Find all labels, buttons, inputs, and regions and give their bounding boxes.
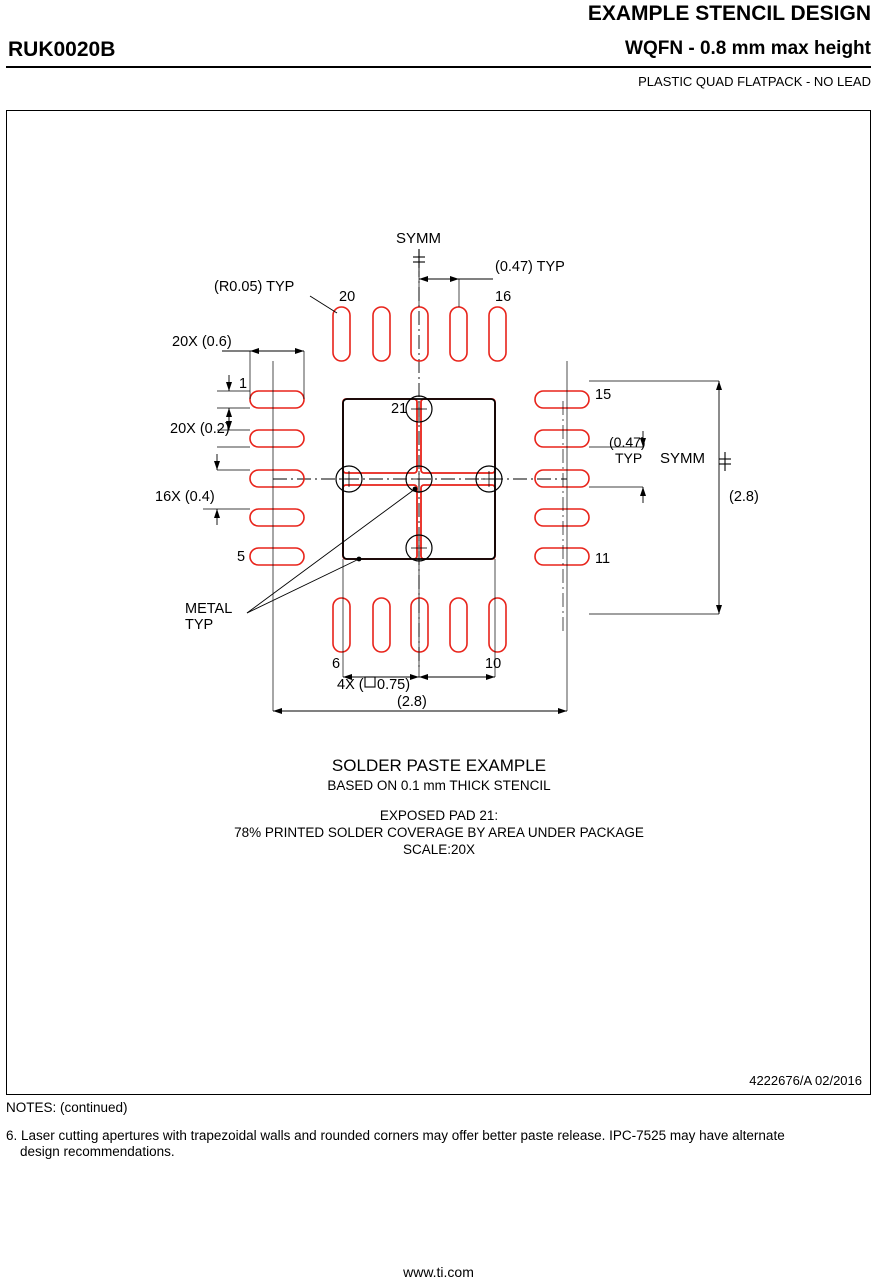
label-28-right: (2.8) [729, 489, 759, 505]
footer-url: www.ti.com [403, 1264, 474, 1280]
paste-pad-2 [250, 430, 304, 447]
label-pin-16: 16 [495, 289, 512, 305]
paste-pad-9 [450, 598, 467, 652]
caption-line-5: SCALE:20X [402, 842, 476, 857]
label-047-typ-right-1: (0.47) [609, 434, 646, 450]
label-pin-10: 10 [485, 656, 502, 672]
label-20x-02: 20X (0.2) [170, 421, 230, 437]
paste-pad-11 [535, 548, 589, 565]
paste-pad-8 [411, 598, 428, 652]
paste-pad-17 [450, 307, 467, 361]
note-6-text: Laser cutting apertures with trapezoidal walls and rounded corners may offer better paste release. IPC-7525 may have alternate [21, 1128, 785, 1143]
label-pin-1: 1 [239, 376, 248, 392]
label-20x-06: 20X (0.6) [172, 334, 232, 350]
paste-pad-7 [373, 598, 390, 652]
note-6 [6, 1128, 866, 1160]
label-pin-5: 5 [237, 549, 246, 565]
caption-line-3: EXPOSED PAD 21: [379, 808, 499, 823]
caption-line-1: SOLDER PASTE EXAMPLE [331, 756, 547, 775]
label-symm-top: SYMM [396, 230, 441, 247]
square-symbol-icon [365, 677, 375, 687]
paste-pad-4 [250, 509, 304, 526]
symm-symbol-top [413, 249, 425, 268]
stencil-drawing [7, 111, 872, 1096]
note-6-text-cont: design recommendations. [20, 1144, 175, 1159]
paste-pad-3 [250, 470, 304, 487]
package-title: WQFN - 0.8 mm max height [625, 38, 871, 59]
paste-pad-12 [535, 509, 589, 526]
label-metal-1: METAL [185, 601, 233, 617]
paste-pad-20 [333, 307, 350, 361]
caption-line-2: BASED ON 0.1 mm THICK STENCIL [327, 778, 551, 793]
paste-pad-13 [535, 470, 589, 487]
page-title: EXAMPLE STENCIL DESIGN [587, 2, 871, 25]
paste-pad-15 [535, 391, 589, 408]
notes-heading: NOTES: (continued) [6, 1100, 128, 1115]
label-symm-right: SYMM [660, 450, 705, 467]
label-047-typ-right-2: TYP [615, 450, 643, 466]
paste-pad-19 [373, 307, 390, 361]
label-16x-04: 16X (0.4) [155, 489, 215, 505]
caption-line-4: 78% PRINTED SOLDER COVERAGE BY AREA UNDER PACKAGE [234, 825, 644, 840]
label-4x-075-prefix: 4X ( [337, 677, 364, 693]
part-number: RUK0020B [8, 38, 116, 61]
paste-pad-18 [411, 307, 428, 361]
paste-pad-10 [489, 598, 506, 652]
paste-pad-6 [333, 598, 350, 652]
label-pin-15: 15 [595, 387, 612, 403]
paste-pad-14 [535, 430, 589, 447]
paste-pad-5 [250, 548, 304, 565]
label-4x-075-suffix: 0.75) [377, 677, 411, 693]
symm-symbol-right [719, 452, 731, 471]
drawing-frame [6, 110, 871, 1095]
label-28-bottom: (2.8) [397, 694, 427, 710]
label-047-typ-top: (0.47) TYP [495, 259, 565, 275]
header-divider [6, 66, 871, 68]
label-metal-2: TYP [185, 617, 214, 633]
document-number: 4222676/A 02/2016 [749, 1073, 862, 1088]
paste-pad-16 [489, 307, 506, 361]
label-pin-11: 11 [595, 551, 611, 567]
label-pin-21: 21 [391, 401, 408, 417]
label-r005-typ: (R0.05) TYP [214, 279, 295, 295]
label-pin-6: 6 [332, 656, 341, 672]
paste-pad-1 [250, 391, 304, 408]
note-6-number: 6. [6, 1128, 18, 1143]
package-subtitle: PLASTIC QUAD FLATPACK - NO LEAD [638, 74, 871, 89]
label-pin-20: 20 [339, 289, 356, 305]
